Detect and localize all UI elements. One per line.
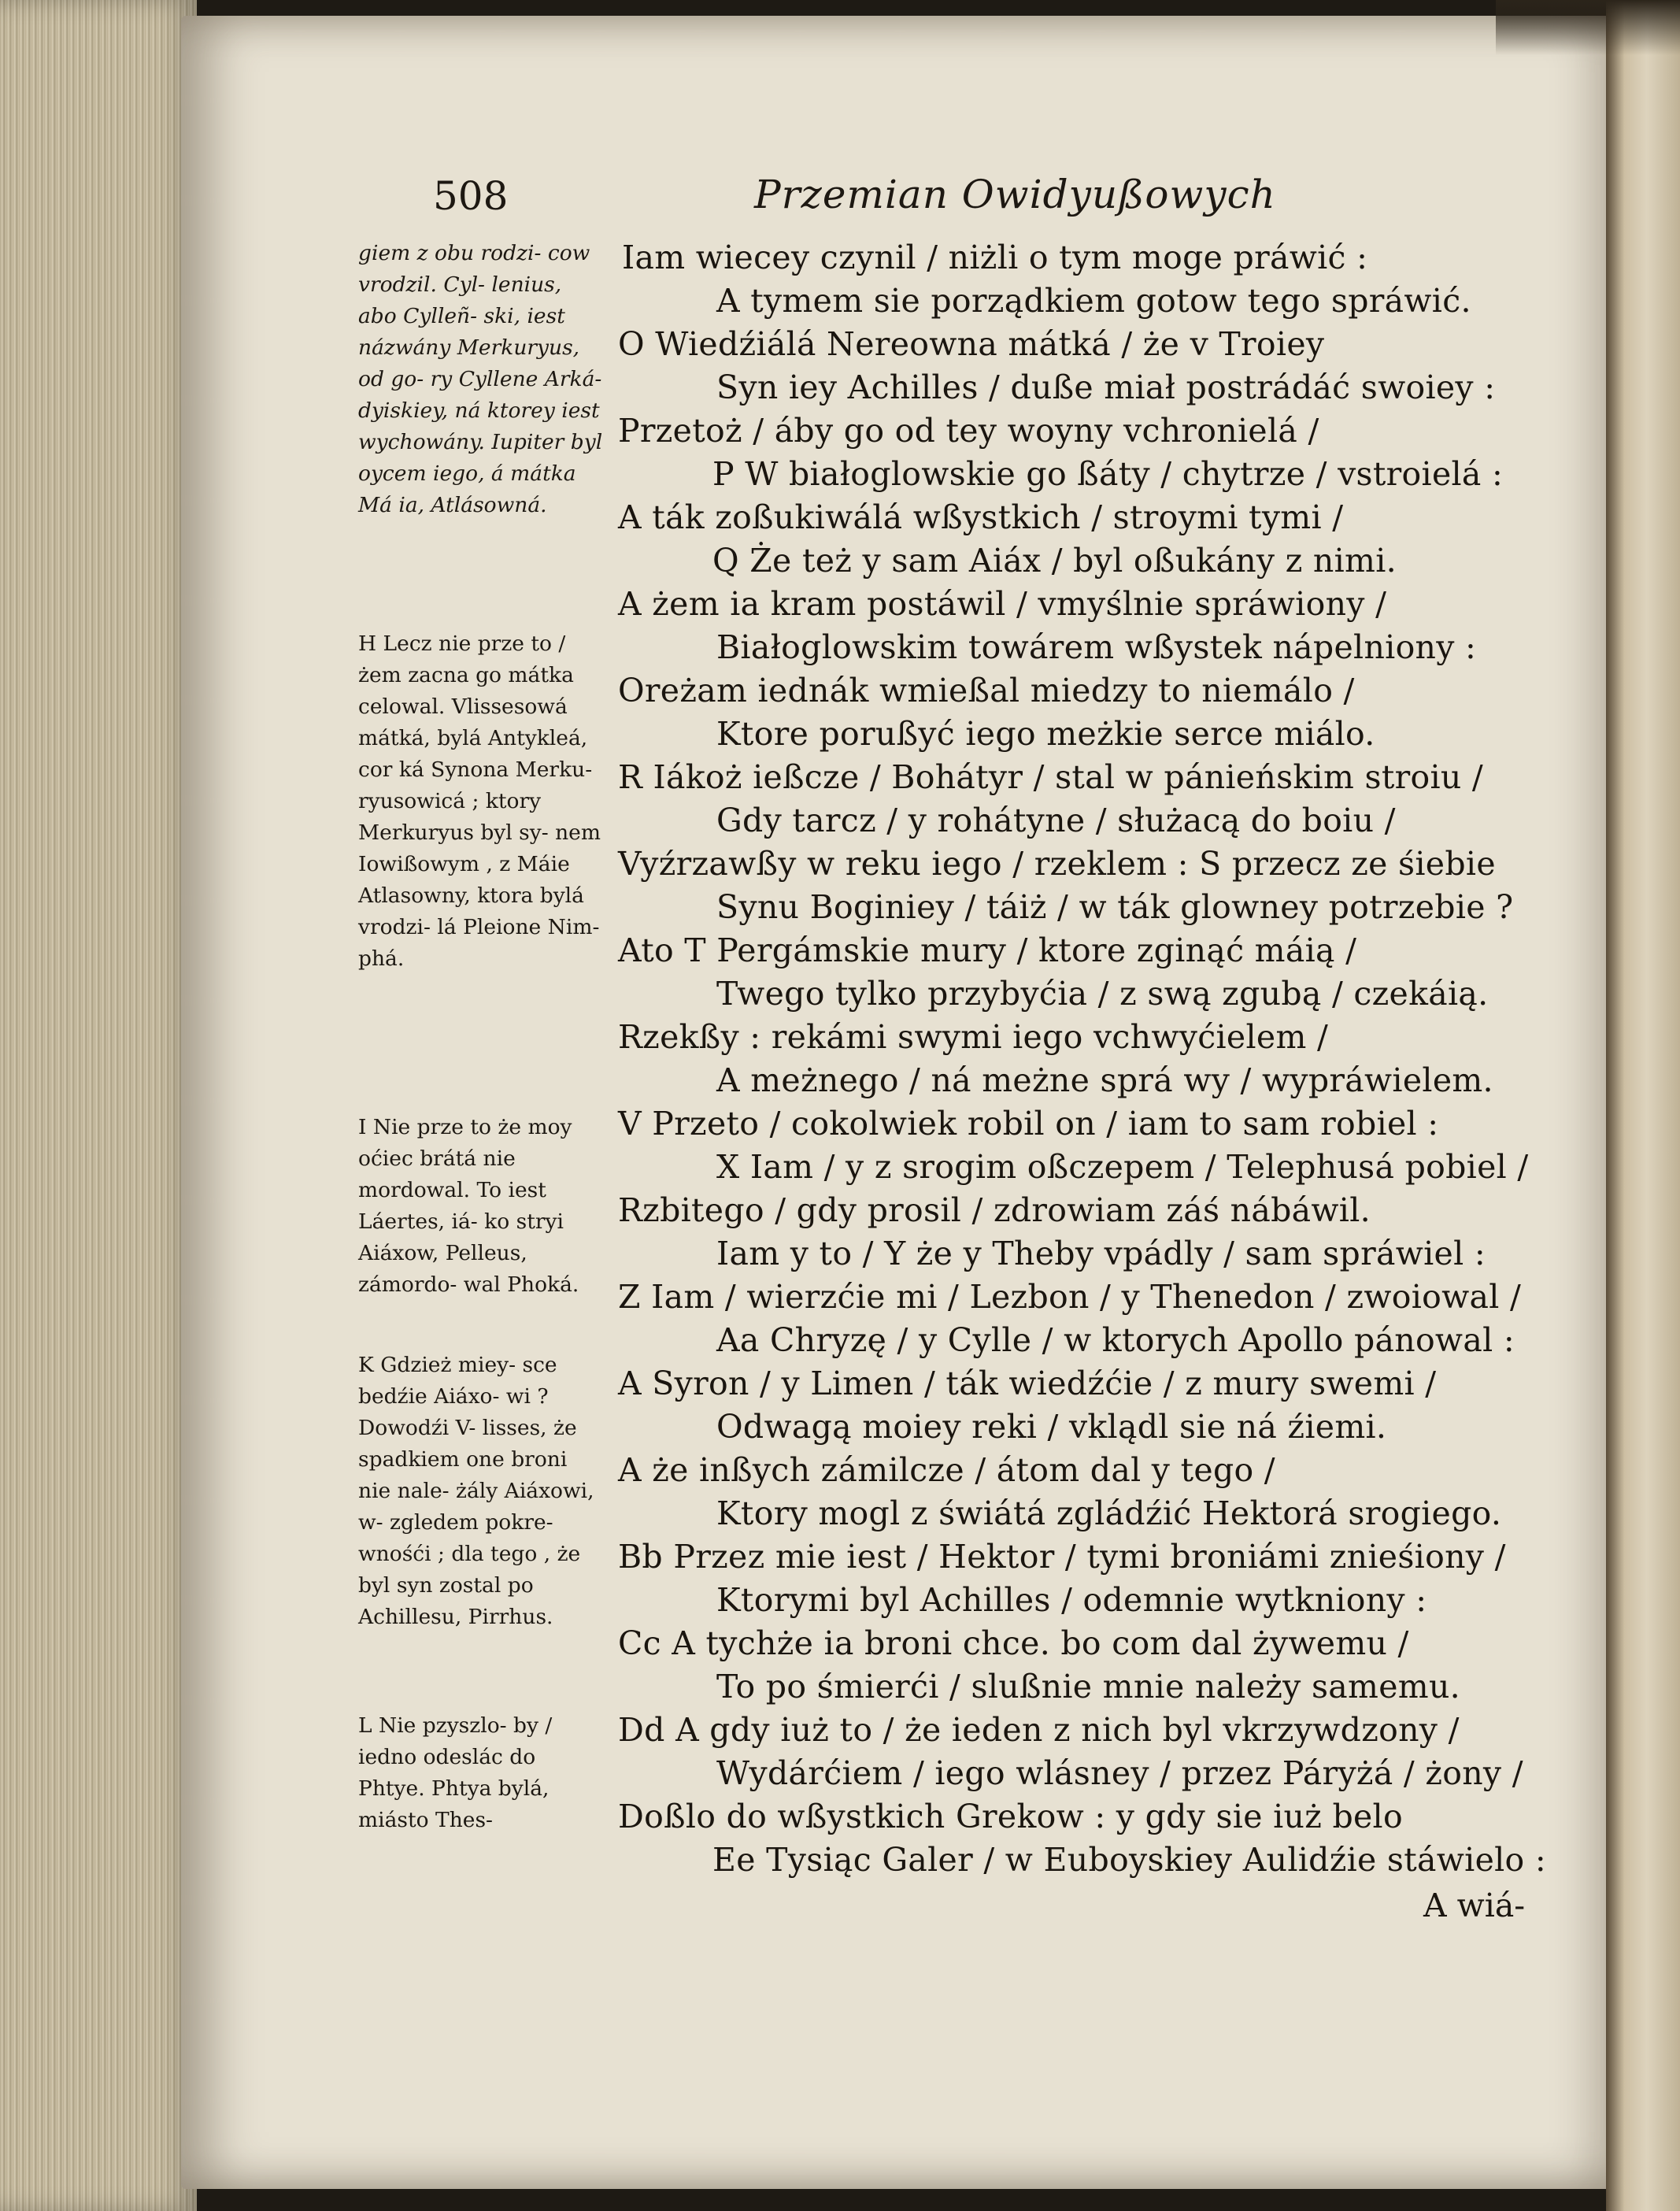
verse-line [716, 887, 1513, 927]
verse-text: Iam / y z srogim oßczepem / Telephusá pobiel / [749, 1148, 1529, 1186]
verse-text: Vyźrzawßy w reku iego / rzeklem : S przecz ze śiebie [618, 845, 1496, 883]
verse-text: A tychże ia broni chce. bo com dal żywemu / [672, 1624, 1409, 1662]
verse-line [618, 1104, 1438, 1143]
verse-line [712, 541, 1397, 580]
verse-line [716, 1407, 1386, 1446]
verse-text: Iam / wierzćie mi / Lezbon / y Thenedon / zwoiowal / [651, 1278, 1522, 1316]
verse-line [618, 844, 1496, 883]
verse-line [618, 1017, 1328, 1057]
verse-text: A że inßych zámilcze / átom dal y tego / [618, 1451, 1275, 1489]
verse-line [618, 1797, 1403, 1836]
verse-text: A ták zoßukiwálá wßystkich / stroymi tymi / [618, 498, 1344, 536]
note-letter: P [712, 455, 735, 493]
note-letter: Ee [712, 1841, 756, 1879]
verse-text: Rzekßy : rekámi swymi iego vchwyćielem / [618, 1018, 1329, 1056]
note-letter: R [618, 758, 643, 796]
verse-line [716, 281, 1471, 320]
margin-note: I Nie prze to że moy oćiec brátá nie mordowal. To iest Láertes, iá- ko stryi Aiáxow, Pelleus, zámordo- wal Phoká. [358, 1115, 579, 1297]
verse-text: To po śmierći / slußnie mnie należy samemu. [716, 1668, 1461, 1705]
verse-line [716, 1147, 1529, 1187]
verse-text: Przez mie iest / Hektor / tymi broniámi znieśiony / [673, 1538, 1506, 1576]
verse-line [618, 411, 1319, 450]
verse-text: Iam y to / Y że y Theby vpádly / sam spráwiel : [716, 1235, 1486, 1272]
catchword: A wiá- [1423, 1887, 1526, 1924]
verse-text: Ktorymi byl Achilles / odemnie wytkniony : [716, 1581, 1427, 1619]
verse-text: A żem ia kram postáwil / vmyślnie spráwiony / [618, 585, 1387, 623]
verse-line [716, 1667, 1460, 1706]
verse-text: Rzbitego / gdy prosil / zdrowiam záś nábáwil. [618, 1191, 1371, 1229]
verse-line [712, 1840, 1546, 1880]
verse-text: Iam wiecey czynil / niżli o tym moge práwić : [622, 239, 1368, 276]
verse-text: Przeto / cokolwiek robil on / iam to sam robiel : [652, 1105, 1439, 1143]
verse-line [716, 368, 1495, 407]
verse-text: Wydárćiem / iego wlásney / przez Páryżá / żony / [716, 1754, 1523, 1792]
verse-text: Ato T Pergámskie mury / ktore zginąć máią / [618, 931, 1357, 969]
verse-line [716, 1061, 1493, 1100]
verse-text: Odwagą moiey reki / vklądl sie ná źiemi. [716, 1408, 1387, 1446]
verse-line [716, 1580, 1427, 1620]
verse-line [618, 584, 1386, 624]
verse-line [716, 1754, 1523, 1793]
margin-note: H Lecz nie prze to / żem zacna go mátka celowal. Vlissesowá mátká, bylá Antykleá, cor ká Synona Merku- ryusowicá ; ktory Merkuryus byl sy- nem Iowißowym , z Máie Atlasowny, ktora bylá vrodzi- lá Pleione Nim- phá. [358, 631, 601, 971]
verse-text: Ktory mogl z świátá zgládźić Hektorá srogiego. [716, 1494, 1502, 1532]
verse-line [618, 498, 1343, 537]
margin-note: giem z obu rodzi- cow vrodzil. Cyl- lenius, abo Cylleñ- ski, iest názwány Merkuryus, od go- ry Cyllene Arká- dyiskiey, ná ktorey iest wychowány. Iupiter byl oycem iego, á mátka Má ia, Atlásowná. [358, 241, 603, 517]
verse-text: Tysiąc Galer / w Euboyskiey Aulidźie stáwielo : [766, 1841, 1546, 1879]
verse-text: Chryzę / y Cylle / w ktorych Apollo pánowal : [770, 1321, 1515, 1359]
verse-line [716, 628, 1476, 667]
verse-line [618, 1710, 1460, 1750]
verse-line [712, 454, 1503, 494]
verse-line [716, 1320, 1515, 1360]
verse-line [618, 1191, 1371, 1230]
note-letter: Dd [618, 1711, 665, 1749]
verse-text: Gdy tarcz / y rohátyne / służacą do boiu / [716, 802, 1396, 839]
verse-text: Twego tylko przybyćia / z swą zgubą / czekáią. [716, 975, 1489, 1013]
margin-note: K Gdzież miey- sce bedźie Aiáxo- wi ? Dowodźi V- lisses, że spadkiem one broni nie nale- żály Aiáxowi, w- zgledem pokre- wnośći ; dla tego , że byl syn zostal po Achillesu, Pirrhus. [358, 1353, 594, 1629]
verse-line [716, 1234, 1486, 1273]
verse-text: Że też y sam Aiáx / byl oßukány z nimi. [749, 542, 1397, 580]
verse-line [618, 671, 1355, 710]
verse-line [622, 238, 1367, 277]
verse-line [618, 324, 1324, 364]
verse-text: W białoglowskie go ßáty / chytrze / vstroielá : [745, 455, 1504, 493]
verse-text: Ktore porußyć iego meżkie serce miálo. [716, 715, 1375, 753]
verse-line [618, 1537, 1506, 1576]
verse-text: Przetoż / áby go od tey woyny vchronielá / [618, 412, 1319, 450]
verse-line [618, 1364, 1436, 1403]
verse-text: A meżnego / ná meżne sprá wy / wypráwielem. [716, 1061, 1493, 1099]
note-letter: Bb [618, 1538, 663, 1576]
note-letter: Aa [716, 1321, 760, 1359]
note-letter: O [618, 325, 645, 363]
verse-text: Syn iey Achilles / duße miał postrádáć swoiey : [716, 368, 1496, 406]
verse-line [618, 1624, 1409, 1663]
verse-text: Białoglowskim towárem wßystek nápelniony : [716, 628, 1477, 666]
verse-text: Iákoż ießcze / Bohátyr / stal w pánieńskim stroiu / [653, 758, 1484, 796]
verse-text: Wiedźiálá Nereowna mátká / że v Troiey [655, 325, 1325, 363]
verse-text: Synu Boginiey / táiż / w ták glowney potrzebie ? [716, 888, 1514, 926]
note-letter: V [618, 1105, 642, 1143]
verse-line [716, 1494, 1501, 1533]
verse-line [618, 1277, 1521, 1317]
verse-line [716, 801, 1396, 840]
verse-text: Doßlo do wßystkich Grekow : y gdy sie iuż belo [618, 1798, 1403, 1835]
margin-note: L Nie pzyszlo- by / iedno odeslác do Phtye. Phtya bylá, miásto Thes- [358, 1713, 553, 1832]
verse-line [618, 1450, 1275, 1490]
verse-text: A Syron / y Limen / ták wiedźćie / z mury swemi / [618, 1365, 1437, 1402]
note-letter: Q [712, 542, 739, 580]
verse-text: A tymem sie porządkiem gotow tego spráwić. [716, 282, 1471, 320]
verse-line [618, 931, 1356, 970]
verse-text: A gdy iuż to / że ieden z nich byl vkrzywdzony / [675, 1711, 1460, 1749]
note-letter: Cc [618, 1624, 661, 1662]
note-letter: X [716, 1148, 740, 1186]
verse-line [716, 714, 1375, 754]
running-title: Przemian Owidyußowych [754, 172, 1276, 217]
page-number: 508 [433, 173, 509, 219]
verse-line [618, 757, 1483, 797]
verse-text: Oreżam iednák wmießal miedzy to niemálo / [618, 672, 1355, 709]
note-letter: Z [618, 1278, 641, 1316]
verse-line [716, 974, 1489, 1013]
